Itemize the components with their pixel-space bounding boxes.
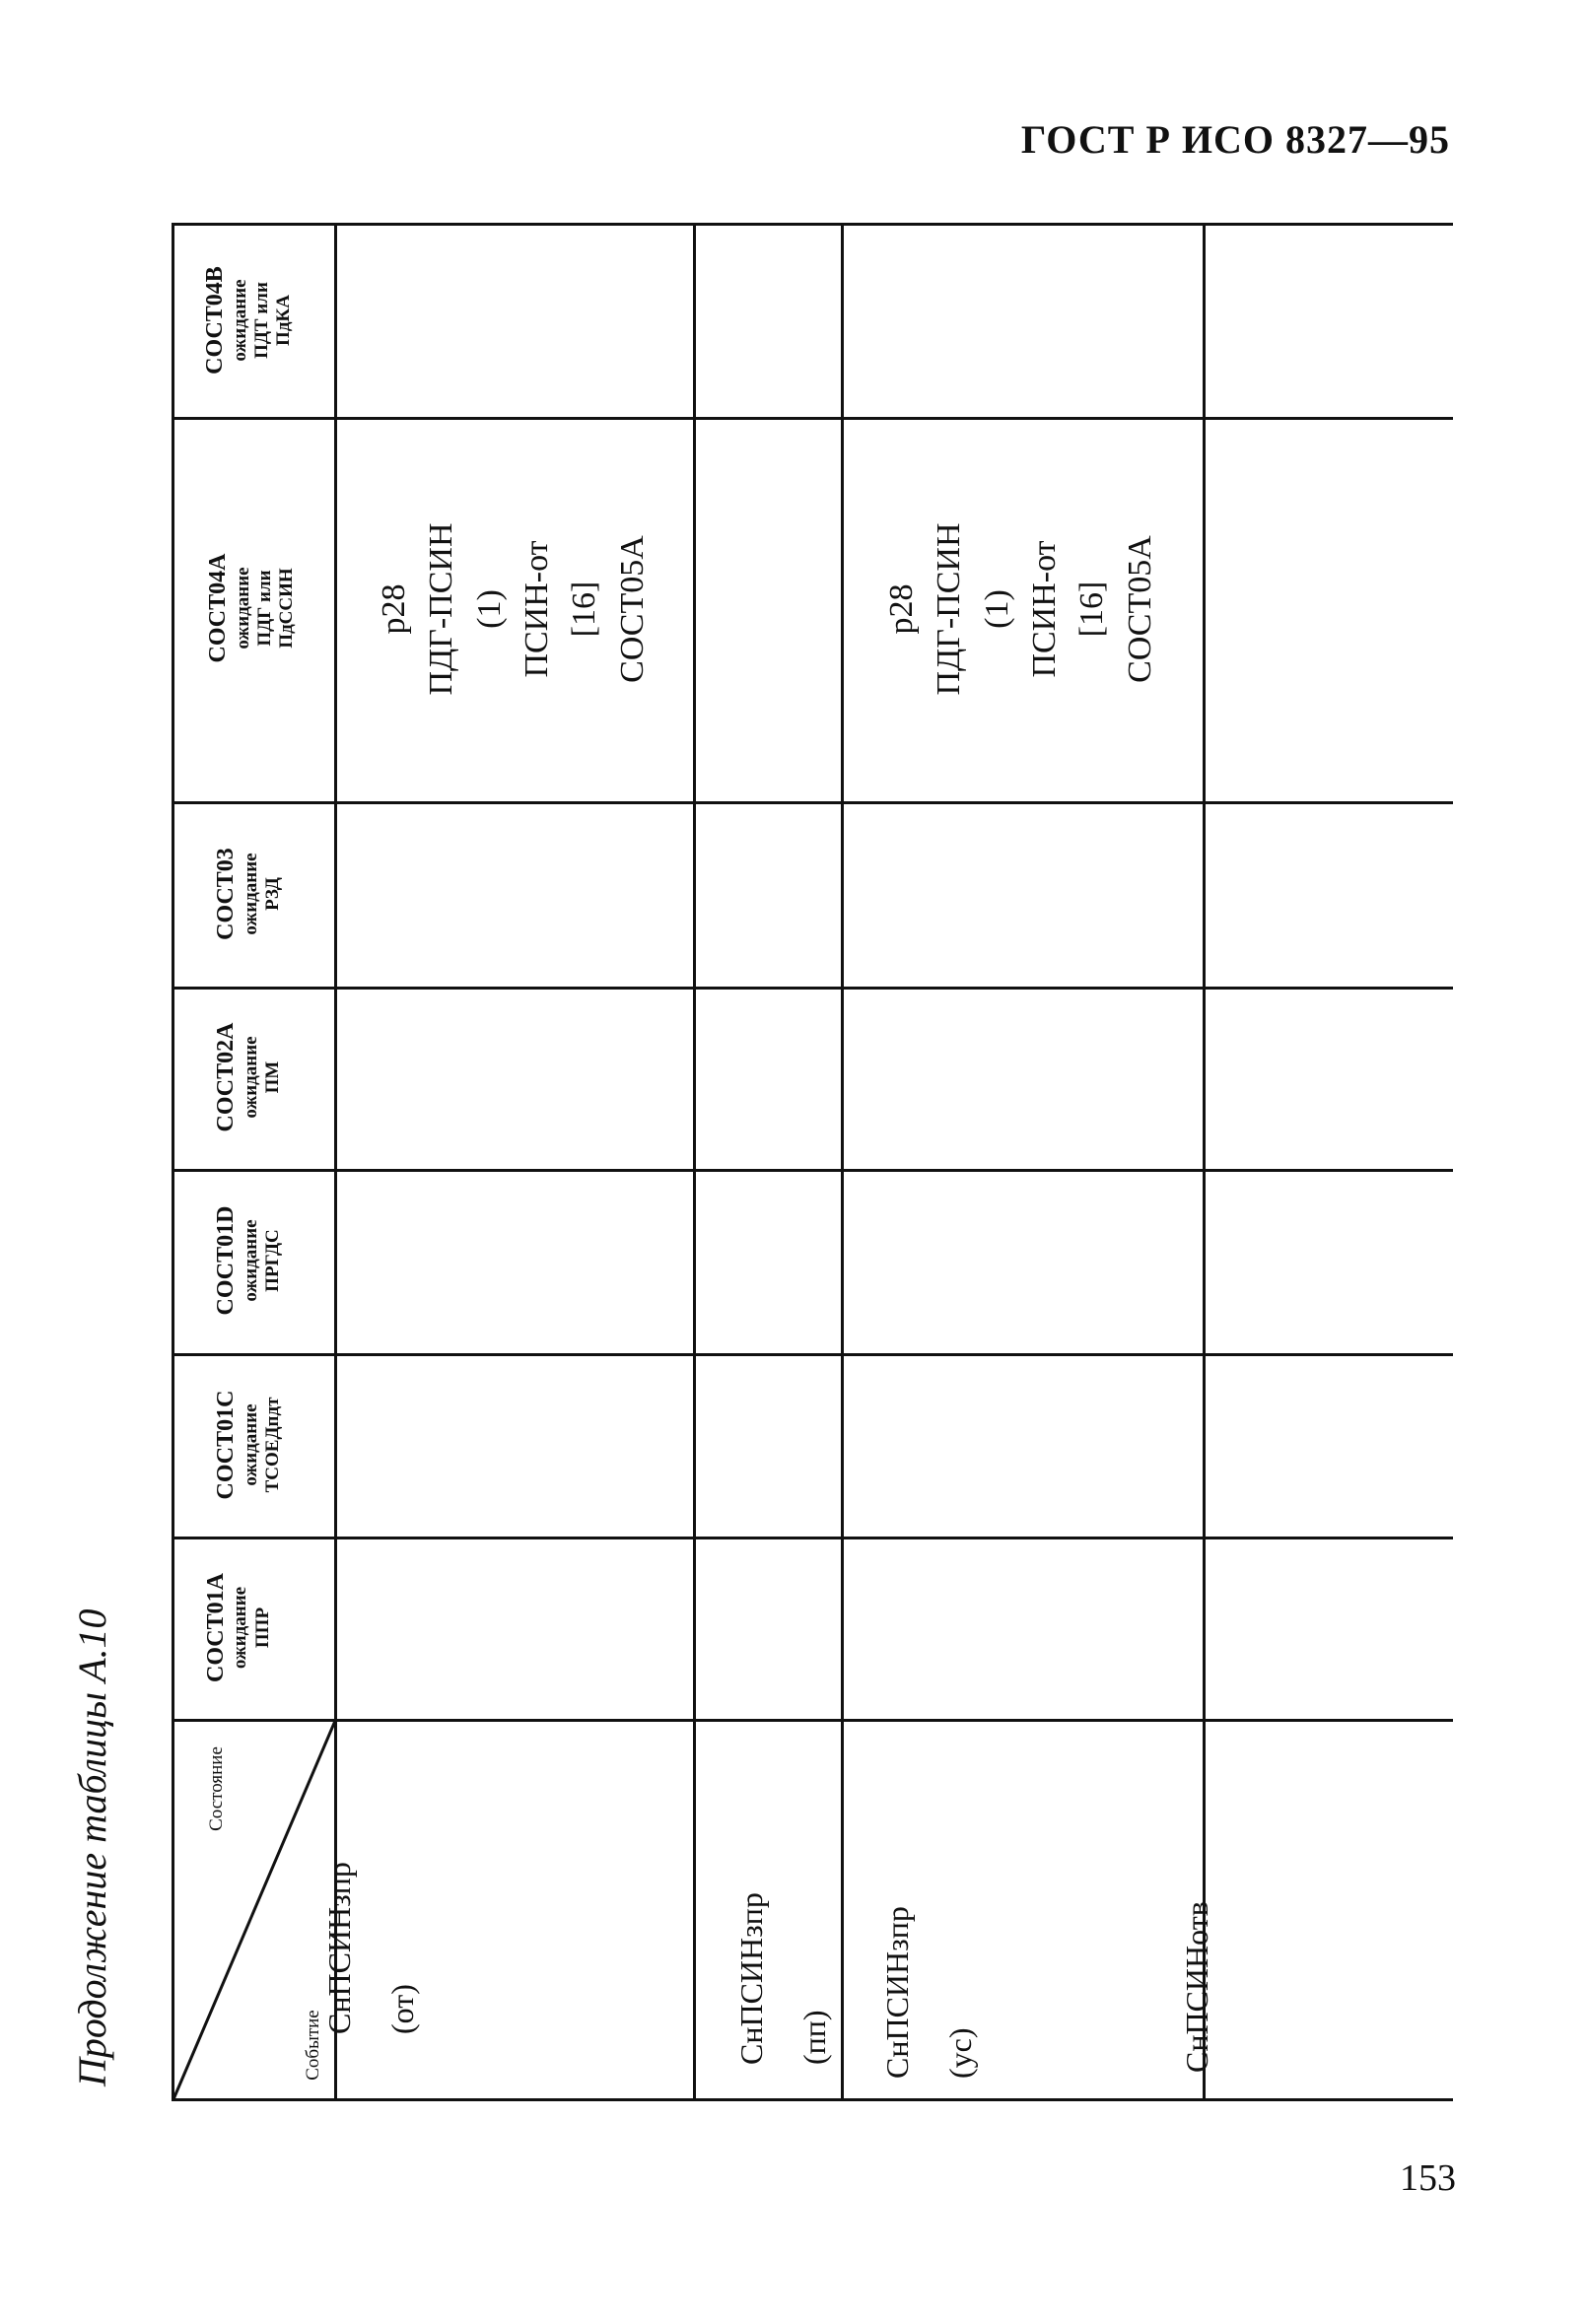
state-desc: ожидание <box>240 1403 261 1486</box>
state-header-03 <box>164 809 333 979</box>
state-header-01a <box>157 1546 319 1709</box>
table-caption: Продолжение таблицы А.10 <box>70 1608 114 2086</box>
state-code: СОСТ02А <box>213 1022 240 1132</box>
event-name: СнПСИНотв <box>1179 1901 1214 2073</box>
state-code: СОСТ01D <box>213 1205 240 1316</box>
event-qualifier: (от) <box>384 1984 420 2034</box>
state-desc: ожидание <box>240 1219 261 1302</box>
state-desc: ожидание <box>230 1586 251 1670</box>
state-desc: ПдССИН <box>276 568 298 649</box>
state-code: СОСТ03 <box>213 848 240 940</box>
cell-line: р28 <box>376 583 413 635</box>
cell-line: ПДГ-ПСИН <box>931 522 968 696</box>
cell-line: (1) <box>978 589 1015 629</box>
cell-line: СОСТ05А <box>613 535 651 683</box>
cell-line: [16] <box>1073 581 1111 638</box>
state-desc: РЗД <box>262 877 284 911</box>
cell-line: СОСТ05А <box>1121 535 1158 683</box>
event-name: СнПСИНзпр <box>321 1862 357 2034</box>
event-name: СнПСИНзпр <box>733 1892 769 2065</box>
state-desc: ПДГ или <box>253 570 275 647</box>
event-qualifier: (пп) <box>796 2010 832 2065</box>
state-header-04a <box>168 421 335 795</box>
state-header-02a <box>164 992 333 1162</box>
corner-event-label: Событие <box>303 2010 323 2081</box>
event-label-4 <box>1126 1738 1392 2092</box>
state-code: СОСТ01А <box>202 1573 229 1682</box>
state-desc: ожидание <box>229 279 250 362</box>
state-header-04b <box>162 230 335 411</box>
event-name: СнПСИНзпр <box>879 1906 915 2079</box>
event-label-1 <box>272 1699 499 2054</box>
state-code: СОСТ04В <box>202 266 229 375</box>
cell-line: ПСИН-от <box>518 540 555 678</box>
cell-line: (1) <box>470 589 508 629</box>
state-desc: ПМ <box>262 1060 284 1094</box>
state-desc: ожидание <box>240 853 261 935</box>
state-desc: ПДТ или <box>250 282 272 359</box>
state-header-01c <box>162 1358 335 1532</box>
state-desc: ТСОЕДпдт <box>262 1397 284 1493</box>
state-header-01d <box>162 1174 335 1347</box>
page-header: ГОСТ Р ИСО 8327—95 <box>1020 117 1450 162</box>
cell-r2-c04a <box>834 422 1209 796</box>
cell-line: р28 <box>883 583 921 635</box>
cell-line: ПДГ-ПСИН <box>423 522 460 696</box>
event-qualifier: (ус) <box>942 2027 978 2079</box>
page-number: 153 <box>1400 2157 1456 2199</box>
state-code: СОСТ04А <box>205 553 232 663</box>
cell-line: [16] <box>566 581 603 638</box>
cell-r0-c04a <box>326 422 701 796</box>
state-code: СОСТ01С <box>213 1390 240 1500</box>
state-desc: ПРГДС <box>262 1229 284 1292</box>
state-desc: ППР <box>251 1606 273 1649</box>
state-desc: ожидание <box>240 1036 261 1119</box>
state-desc: ПдКА <box>273 295 295 346</box>
event-label-2 <box>708 1730 836 2085</box>
corner-state-label: Состояние <box>206 1746 227 1831</box>
state-desc: ожидание <box>232 567 253 649</box>
cell-line: ПСИН-от <box>1026 540 1063 678</box>
